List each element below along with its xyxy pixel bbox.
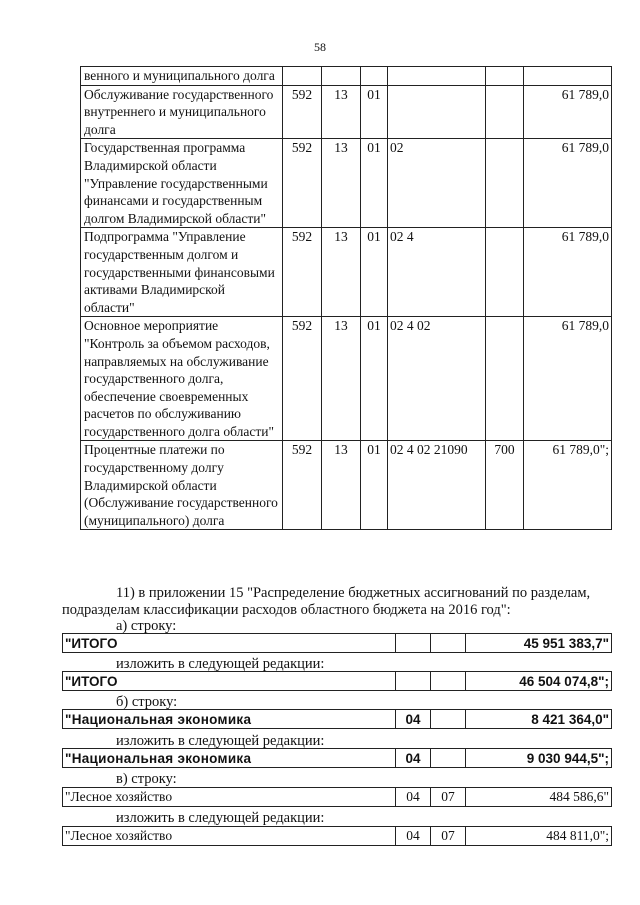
row-rz <box>322 67 361 86</box>
row-sum: 484 586,6" <box>466 788 612 807</box>
row-name: Государственная программа Владимирской области "Управление государственными финансами и государственным долгом Владимирской области" <box>81 139 283 228</box>
page-number: 58 <box>314 40 326 54</box>
itogo-new-row <box>62 671 612 691</box>
row-rz: 13 <box>322 317 361 441</box>
replace-label-2: изложить в следующей редакции: <box>116 733 325 749</box>
row-rz: 04 <box>396 710 431 729</box>
row-pr: 01 <box>361 441 388 530</box>
row-pr: 07 <box>431 788 466 807</box>
row-gr: 592 <box>283 139 322 228</box>
row-gr: 592 <box>283 85 322 139</box>
row-name: Подпрограмма "Управление государственным долгом и государственными финансовыми активами Владимирской области" <box>81 228 283 317</box>
row-sum: 61 789,0"; <box>524 441 612 530</box>
row-vr: 700 <box>486 441 524 530</box>
forest-new-row <box>62 826 612 846</box>
row-pr <box>431 749 466 768</box>
row-csr: 02 4 <box>388 228 486 317</box>
row-vr <box>486 317 524 441</box>
table-row <box>81 317 612 441</box>
row-gr: 592 <box>283 228 322 317</box>
row-rz <box>396 672 431 691</box>
row-pr: 01 <box>361 228 388 317</box>
row-rz: 13 <box>322 139 361 228</box>
row-name: "Лесное хозяйство <box>63 788 396 807</box>
row-sum: 61 789,0 <box>524 139 612 228</box>
item-b-label: б) строку: <box>116 694 178 710</box>
forest-old-row <box>62 787 612 807</box>
expenditure-table <box>80 66 612 530</box>
itogo-old-row <box>62 633 612 653</box>
row-sum: 61 789,0 <box>524 317 612 441</box>
row-rz: 04 <box>396 788 431 807</box>
table-row <box>81 441 612 530</box>
row-vr <box>486 228 524 317</box>
row-rz <box>396 634 431 653</box>
row-name: Обслуживание государственного внутреннего и муниципального долга <box>81 85 283 139</box>
row-sum: 9 030 944,5"; <box>466 749 612 768</box>
row-vr <box>486 67 524 86</box>
row-sum: 8 421 364,0" <box>466 710 612 729</box>
row-name: Основное мероприятие "Контроль за объемом расходов, направляемых на обслуживание государственного долга, обеспечение своевременных расчетов по обслуживанию государственного долга области" <box>81 317 283 441</box>
table-row <box>81 228 612 317</box>
replace-label-3: изложить в следующей редакции: <box>116 810 325 826</box>
economy-old-row <box>62 709 612 729</box>
row-csr: 02 4 02 <box>388 317 486 441</box>
item-a-label: а) строку: <box>116 618 177 634</box>
row-rz: 13 <box>322 228 361 317</box>
row-sum: 61 789,0 <box>524 228 612 317</box>
row-rz: 13 <box>322 85 361 139</box>
table-row <box>81 67 612 86</box>
row-vr <box>486 139 524 228</box>
row-name: "ИТОГО <box>63 634 396 653</box>
row-pr: 07 <box>431 827 466 846</box>
row-csr <box>388 67 486 86</box>
row-sum <box>524 67 612 86</box>
row-pr <box>431 634 466 653</box>
row-name: "Национальная экономика <box>63 710 396 729</box>
row-pr: 01 <box>361 317 388 441</box>
row-sum: 46 504 074,8"; <box>466 672 612 691</box>
table-row <box>81 85 612 139</box>
replace-label-1: изложить в следующей редакции: <box>116 656 325 672</box>
row-sum: 45 951 383,7" <box>466 634 612 653</box>
row-sum: 484 811,0"; <box>466 827 612 846</box>
row-rz: 04 <box>396 827 431 846</box>
table-row <box>81 139 612 228</box>
row-name: Процентные платежи по государственному долгу Владимирской области (Обслуживание государственного (муниципального) долга <box>81 441 283 530</box>
row-rz: 13 <box>322 441 361 530</box>
intro-line-2: подразделам классификации расходов областного бюджета на 2016 год": <box>62 602 511 618</box>
row-rz: 04 <box>396 749 431 768</box>
row-gr: 592 <box>283 441 322 530</box>
row-pr: 01 <box>361 85 388 139</box>
item-c-label: в) строку: <box>116 771 177 787</box>
row-name: "Национальная экономика <box>63 749 396 768</box>
row-csr: 02 <box>388 139 486 228</box>
row-name: "Лесное хозяйство <box>63 827 396 846</box>
intro-line-1: 11) в приложении 15 "Распределение бюджетных ассигнований по разделам, <box>116 585 591 601</box>
row-pr <box>431 710 466 729</box>
row-pr <box>431 672 466 691</box>
row-gr <box>283 67 322 86</box>
row-name: венного и муниципального долга <box>81 67 283 86</box>
row-pr: 01 <box>361 139 388 228</box>
row-gr: 592 <box>283 317 322 441</box>
row-pr <box>361 67 388 86</box>
row-csr: 02 4 02 21090 <box>388 441 486 530</box>
row-vr <box>486 85 524 139</box>
row-name: "ИТОГО <box>63 672 396 691</box>
row-csr <box>388 85 486 139</box>
row-sum: 61 789,0 <box>524 85 612 139</box>
economy-new-row <box>62 748 612 768</box>
